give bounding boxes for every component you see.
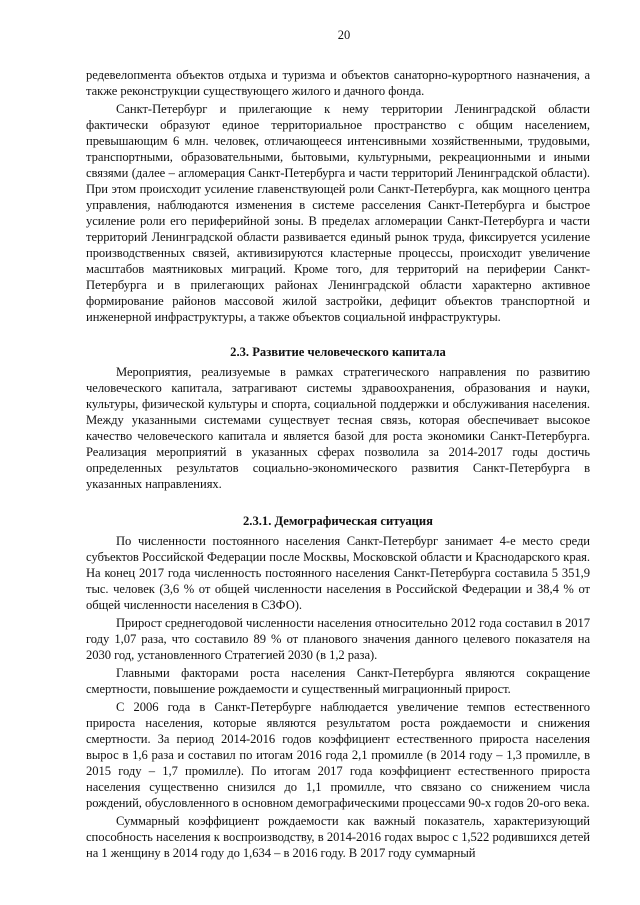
page-number: 20 <box>337 28 351 42</box>
demography-paragraph-1: По численности постоянного населения Санкт-Петербург занимает 4-е место среди субъектов Российской Федерации после Москвы, Московской области и Краснодарского края. На конец 2017 года численность постоянного населения Санкт-Петербурга составила 5 351,9 тыс. человек (3,6 % от общей численности населения в Российской Федерации и 38,4 % от общей численности населения в СЗФО). <box>86 534 590 612</box>
intro-paragraph-2: Санкт-Петербург и прилегающие к нему территории Ленинградской области фактически образуют единое территориальное пространство с общим населением, превышающим 6 млн. человек, отличающееся интенсивными хозяйственными, трудовыми, транспортными, образовательными, бытовыми, культурными, рекреационными и иными связями (далее – агломерация Санкт-Петербурга и части территорий Ленинградской области). При этом происходит усиление главенствующей роли Санкт-Петербурга, как мощного центра управления, наблюдаются изменения в системе расселения Санкт-Петербурга и быстрое усиление роли его периферийной зоны. В пределах агломерации Санкт-Петербурга и части территорий Ленинградской области развивается единый рынок труда, фиксируется усиление производственных связей, активизируются кластерные процессы, происходит увеличение масштабов маятниковых миграций. Кроме того, для территорий на периферии Санкт-Петербурга и в прилегающих районах Ленинградской области характерно активное формирование районов массовой жилой застройки, дефицит объектов транспортной и инженерной инфраструктуры, а также объектов социальной инфраструктуры. <box>86 102 590 324</box>
intro-paragraph-1: редевелопмента объектов отдыха и туризма и объектов санаторно-курортного назначения, а также реконструкции существующего жилого и дачного фонда. <box>86 68 590 98</box>
demography-paragraph-3: Главными факторами роста населения Санкт-Петербурга являются сокращение смертности, повышение рождаемости и существенный миграционный прирост. <box>86 666 590 696</box>
demography-paragraph-4: С 2006 года в Санкт-Петербурге наблюдается увеличение темпов естественного прироста населения, которые являются результатом роста рождаемости и снижения смертности. За период 2014-2016 годов коэффициент естественного прироста населения вырос в 1,6 раза и составил по итогам 2016 года 2,1 промилле (в 2014 году – 1,3 промилле, в 2015 году – 1,7 промилле). По итогам 2017 года коэффициент естественного прироста населения существенно снизился до 1,1 промилле, что связано со снижением числа рождений, обусловленного в основном демографическими процессами 90-х годов 20-ого века. <box>86 700 590 810</box>
section-heading-2-3-1: 2.3.1. Демографическая ситуация <box>243 514 433 528</box>
section-heading-2-3: 2.3. Развитие человеческого капитала <box>230 345 446 359</box>
demography-paragraph-2: Прирост среднегодовой численности населения относительно 2012 года составил в 2017 году 1,07 раза, что составило 89 % от планового значения данного целевого показателя на 2030 год, установленного Стратегией 2030 (в 1,2 раза). <box>86 616 590 662</box>
demography-paragraph-5: Суммарный коэффициент рождаемости как важный показатель, характеризующий способность населения к воспроизводству, в 2014-2016 годах вырос с 1,522 родившихся детей на 1 женщину в 2014 году до 1,634 – в 2016 году. В 2017 году суммарный <box>86 814 590 860</box>
section-2-3-paragraph-1: Мероприятия, реализуемые в рамках стратегического направления по развитию человеческого капитала, затрагивают системы здравоохранения, образования и науки, культуры, физической культуры и спорта, социальной поддержки и обслуживания населения. Между указанными системами существует тесная связь, которая обеспечивает высокое качество человеческого капитала и является базой для роста экономики Санкт-Петербурга. Реализация мероприятий в указанных сферах позволила за 2014-2017 годы достичь определенных результатов социально-экономического развития Санкт-Петербурга в указанных направлениях. <box>86 365 590 491</box>
